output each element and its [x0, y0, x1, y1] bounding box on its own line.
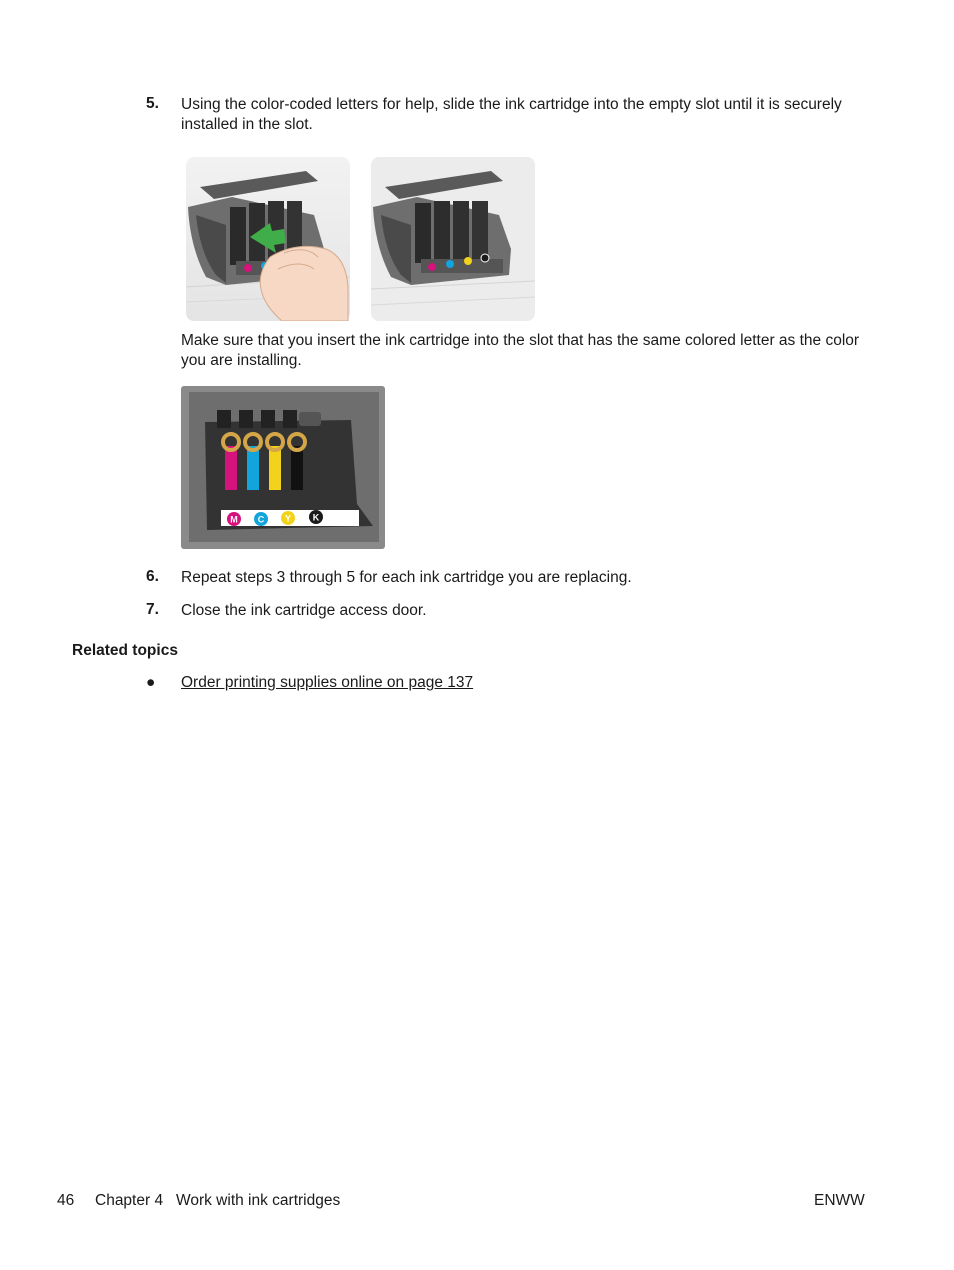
related-topics-heading: Related topics — [72, 642, 178, 659]
step-text: Close the ink cartridge access door. — [181, 602, 427, 619]
step-text: Repeat steps 3 through 5 for each ink cartridge you are replacing. — [181, 569, 632, 586]
magenta-dot — [244, 264, 252, 272]
slot-label-y: Y — [284, 513, 292, 524]
step-number: 6. — [146, 568, 159, 585]
slot-label-k: K — [312, 512, 320, 523]
note-paragraph: Make sure that you insert the ink cartridge into the slot that has the same colored letter as the color you are installing. — [181, 332, 860, 369]
magenta-ink-tube — [225, 446, 237, 490]
slot-label-c: C — [257, 514, 265, 525]
footer-locale: ENWW — [814, 1192, 865, 1209]
step-number: 7. — [146, 601, 159, 618]
yellow-ink-tube — [269, 446, 281, 490]
page-number: 46 — [57, 1192, 75, 1209]
bullet-icon: ● — [146, 674, 156, 691]
footer-chapter: Chapter 4 Work with ink cartridges — [95, 1192, 341, 1209]
slot-label-m: M — [230, 514, 238, 525]
step-number: 5. — [146, 95, 159, 112]
step-text: Using the color-coded letters for help, slide the ink cartridge into the empty slot until it is securely installed in the slot. — [181, 96, 842, 133]
figure-insert-cartridge — [186, 157, 350, 321]
figure-installed-cartridges — [371, 157, 535, 321]
black-ink-tube — [291, 446, 303, 490]
order-supplies-link[interactable]: Order printing supplies online on page 137 — [181, 674, 474, 691]
figure-color-coded-slots — [181, 386, 385, 549]
cyan-ink-tube — [247, 446, 259, 490]
